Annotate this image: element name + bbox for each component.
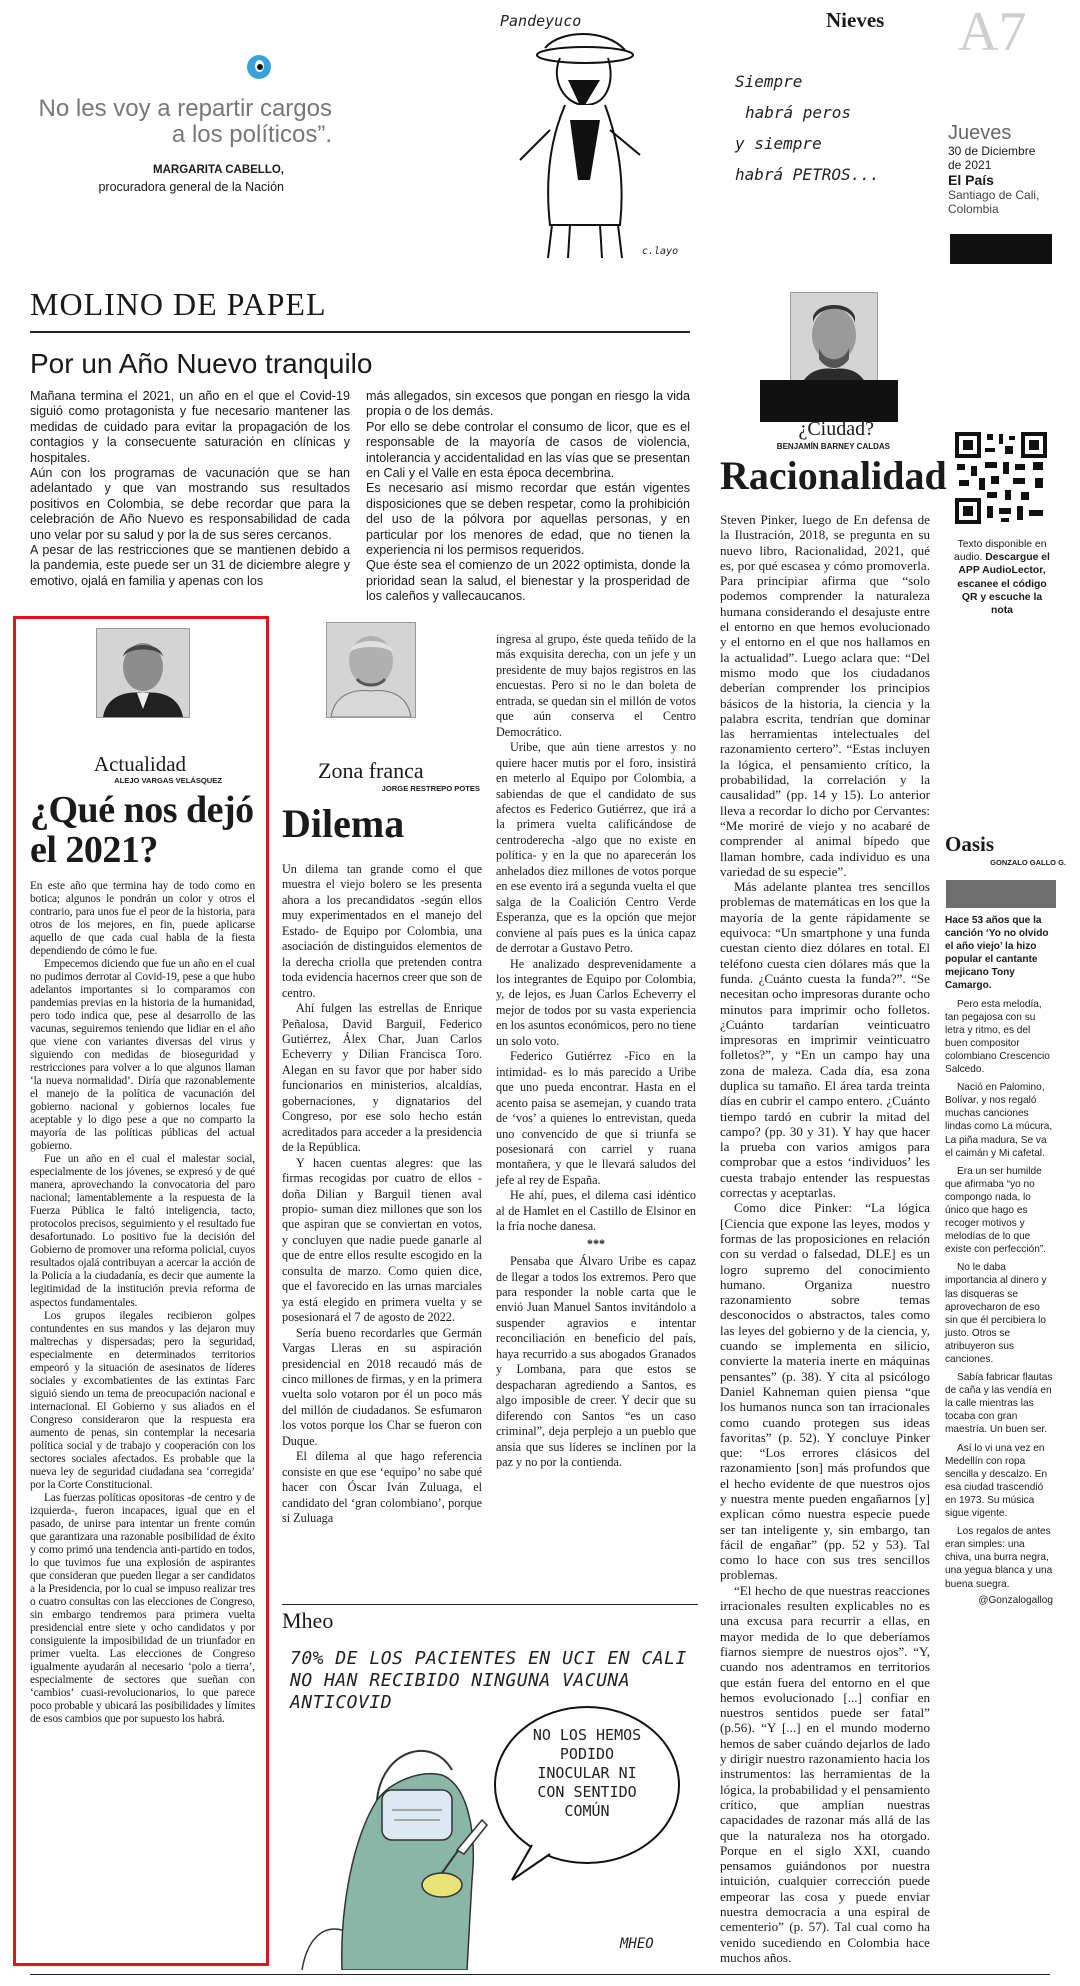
molino-section: MOLINO DE PAPEL bbox=[30, 286, 327, 322]
oasis-column: Oasis bbox=[945, 832, 995, 856]
actualidad-body bbox=[30, 880, 255, 1726]
ciudad-author: BENJAMÍN BARNEY CALDAS bbox=[776, 442, 890, 451]
actualidad-para-1: En este año que termina hay de todo como en botica; algunos le pondrán un color y otros el contrario, para unos fue el peor de la historia, para otros de los mejores, en fin, puede aplicarse aquello de que cada cual habla de la fiesta dependiendo de cómo le fue. bbox=[30, 880, 255, 958]
zona-c1-para-2: Ahí fulgen las estrellas de Enrique Peñalosa, David Barguil, Federico Gutiérrez, Álex Char, Juan Carlos Echeverry y Dilian Francisca Toro. Alegan en su favor que por haber sido funcionarios en ministerios, alcaldías, gobernaciones, y dignatarios del Congreso, por ese solo hecho están acreditados para acceder a la presidencia de la República. bbox=[282, 1001, 482, 1155]
cartoon-text bbox=[735, 66, 885, 190]
author-photo-vargas bbox=[96, 628, 190, 718]
quote-icon bbox=[247, 55, 271, 79]
year: de 2021 bbox=[948, 158, 992, 172]
author-photo-barney bbox=[790, 292, 878, 394]
actualidad-para-2: Empecemos diciendo que fue un año en el cual no pudimos derrotar al Covid-19, pese a que hubo adelantos importantes si lo comparamos con pandemias previas en la historia de la humanidad, pero todo indica que, pese al desarrollo de las vacunas, seguiremos teniendo que lidiar en el año que viene con variantes diversas del virus y siguiendo con medidas de bioseguridad y restricciones para volver a lo que algunos llaman ‘la nueva normalidad’. Diría que razonablemente el manejo de la política de vacunación del gobierno nacional y gobiernos locales fue aceptable y lo digo pese a que no comparto la mayoría de las políticas públicas del actual gobierno. bbox=[30, 958, 255, 1153]
cartoon-signature: c.layo bbox=[642, 246, 679, 257]
editorial-cartoon bbox=[490, 10, 700, 270]
quote-role: procuradora general de la Nación bbox=[98, 180, 284, 194]
actualidad-column: Actualidad bbox=[93, 752, 187, 776]
qr-code[interactable] bbox=[955, 432, 1047, 524]
author-photo-restrepo bbox=[326, 622, 416, 718]
cartoon-figure bbox=[490, 10, 700, 270]
oasis-para-1: Pero esta melodía, tan pegajosa con su letra y ritmo, es del buen compositor colombiano Crescencio Salcedo. bbox=[945, 998, 1050, 1076]
oasis-lead: Hace 53 años que la canción ‘Yo no olvido el año viejo’ la hizo popular el cantante mejicano Tony Camargo. bbox=[945, 915, 1049, 992]
ciudad-body bbox=[720, 512, 930, 1965]
oasis-para-3: Era un ser humilde que afirmaba “yo no compongo nada, lo único que hago es recoger motivos y melodías de lo que existe con perfección”. bbox=[945, 1165, 1046, 1256]
actualidad-para-4: Los grupos ilegales recibieron golpes contundentes en sus mandos y las dejaron muy maltrechas y dispersadas; pero la seguridad, especialmente en determinados territorios empeoró y la situación de asesinatos de líderes sociales y excombatientes de las extintas Farc siguió siendo un tema de preocupación nacional e internacional. El Gobierno y sus aliados en el Congreso consideraron que la respuesta era aumento de penas, sin contemplar la necesaria política social y de trabajo y cooperación con los sectores sociales afectados. Es probable que la nueva ley de seguridad ciudadana sea ‘corregida’ por la Corte Constitucional. bbox=[30, 1309, 255, 1491]
molino-title: Por un Año Nuevo tranquilo bbox=[30, 348, 373, 379]
oasis-para-6: Así lo vi una vez en Medellín con ropa sencilla y descalzo. En esa ciudad trascendió en 1973. Su música sigue vigente. bbox=[945, 1442, 1048, 1520]
oasis-para-2: Nació en Palomino, Bolívar, y nos regaló muchas canciones lindas como La múcura, La piña madura, Se va el caimán y Mi cafetal. bbox=[945, 1082, 1053, 1159]
date: 30 de Diciembre bbox=[948, 144, 1036, 158]
oasis-para-7: Los regalos de antes eran simples: una chiva, una burra negra, una yegua blanca y una buena suegra. bbox=[945, 1526, 1053, 1590]
zona-c1-para-4: Sería bueno recordarles que Germán Vargas Lleras en su aspiración presidencial en 2018 recaudó más de cinco millones de firmas, y en la primera vuelta solo votaron por él un poco más del millón de ciudadanos. Se esfumaron los votos porque los Char se fueron con Duque. bbox=[282, 1325, 482, 1448]
actualidad-para-5: Las fuerzas políticas opositoras -de centro y de izquierda-, fueron incapaces, igual que en el pasado, de unirse para intentar un frente común que garantizara una razonable posibilidad de éxito y como primó una tendencia anti-partido en todos, lo que tuvimos fue una explosión de aspirantes que consideran que pueden llegar a ser candidatos a la Presidencia, por lo cual se impuso realizar tres o cuatro consultas con las elecciones de Congreso, sin embargo tendremos para primera vuelta presidencial entre siete y ocho candidatos y por consiguiente la imposibilidad de un triunfador en primer vuelta. Las elecciones de Congreso igualmente ayudarán al necesario ‘polo a tierra’, especialmente de sectores que sueñan con ‘cambios’ cuasi-revolucionarios, lo que parece poco probable y ubicará las posibilidades y límites de esos cambios que por supuesto los habrá. bbox=[30, 1491, 255, 1725]
qr-caption bbox=[950, 538, 1054, 617]
day: Jueves bbox=[948, 122, 1012, 144]
zona-c2-para-5: He ahí, pues, el dilema casi idéntico al de Hamlet en el Castillo de Elsinor en la fría noche danesa. bbox=[496, 1188, 696, 1234]
mheo-label: Mheo bbox=[282, 1608, 334, 1633]
section-name: Nieves bbox=[826, 8, 885, 32]
zona-separator: *** bbox=[586, 1236, 606, 1251]
cartoon-line-4: habrá PETROS... bbox=[735, 165, 880, 184]
zona-c1-para-3: Y hacen cuentas alegres: que las firmas recogidas por cuatro de ellos -doña Dilian y Barguil tienen aval propio- suman diez millones que son los que aspiran que se conviertan en votos, y concluyen que nadie puede ganarle al que de entre ellos resulte escogido en la consulta de marzo. Como quien dice, que el favorecido en las urnas marciales ya está elegido en primera vuelta y se posesionará el 7 de agosto de 2022. bbox=[282, 1155, 482, 1325]
mheo-rule bbox=[282, 1604, 698, 1605]
mheo-caption: 70% DE LOS PACIENTES EN UCI EN CALI NO HAN RECIBIDO NINGUNA VACUNA ANTICOVID bbox=[290, 1648, 687, 1713]
cartoon-line-3: y siempre bbox=[735, 134, 822, 153]
molino-col-2: más allegados, sin excesos que pongan en riesgo la vida propia o de los demás. Por ello se debe controlar el consumo de licor, que es el responsable de la mayoría de casos de violencia, intolerancia y accidentalidad en las vías que se presentan en Cali y el Valle en esta época decembrina. Es necesario así mismo recordar que están vigentes disposiciones que se deben respetar, como la prohibición del uso de la pólvora por aquellas personas, y en particular por los menores de edad, que no tienen la experiencia ni los permisos requeridos. Que éste sea el comienzo de un 2022 optimista, donde la prioridad sean la salud, el bienestar y la prosperidad de los caleños y vallecaucanos. bbox=[366, 389, 690, 604]
paper-name: El País bbox=[948, 172, 994, 188]
molino-rule bbox=[30, 331, 690, 333]
oasis-author: GONZALO GALLO G. bbox=[990, 858, 1066, 867]
cartoon-line-1: Siempre bbox=[735, 72, 803, 91]
zona-c1-para-5: El dilema al que hago referencia consiste en que ese ‘equipo’ no sabe qué hacer con Óscar Iván Zuluaga, el candidato del ‘gran colombiano’, porque si Zuluaga bbox=[282, 1449, 482, 1526]
date-block bbox=[948, 122, 1058, 216]
zona-col-2 bbox=[496, 632, 696, 1470]
zona-c2-para-3: He analizado desprevenidamente a los integrantes de Equipo por Colombia, y, de lejos, es Juan Carlos Echeverry el mejor de todos por su vasta experiencia en los asuntos económicos, pero no tiene un solo voto. bbox=[496, 956, 696, 1048]
ciudad-title: Racionalidad bbox=[720, 453, 947, 498]
oasis-body bbox=[945, 914, 1053, 1607]
ad-block bbox=[950, 234, 1052, 264]
city: Santiago de Cali, bbox=[948, 188, 1040, 202]
oasis-handle: @Gonzalogallog bbox=[978, 1594, 1053, 1606]
oasis-redaction bbox=[946, 880, 1056, 908]
ciudad-para-3: Como dice Pinker: “La lógica [Ciencia que expone las leyes, modos y formas de las proposiciones en relación con su verdad o falsedad, DLE] es un logro supremo del conocimiento humano. Organiza nuestro razonamiento sobre temas desconocidos o abstractos, tales como las leyes del gobierno y de la ciencia, y, cuando se implementa en silicio, convierte la materia inerte en máquinas pensantes” (p. 38). Y cita al psicólogo Daniel Kahneman quien piensa “que los humanos nunca son tan irracionales como cuando protegen sus ideas favoritas” (p. 52). Y concluye Pinker que: “Los errores clásicos del razonamiento [son] más profundos que el hecho evidente de que nuestros ojos y nuestra mente pueden engañarnos [y] explican cómo nuestra especie puede ser tan inteligente y, sin embargo, tan fácil de engañar” (pp. 52 y 53). Tal como lo hace con sus tres sencillos problemas. bbox=[720, 1200, 930, 1583]
qr-code-graphic bbox=[955, 432, 1047, 524]
zona-c1-para-1: Un dilema tan grande como el que muestra el viejo bolero se les presenta ahora a los precandidatos -según ellos muy experimentados en el manejo del Estado- de Equipo por Colombia, una asociación de distinguidos elementos de la derecha criolla que pretenden contra toda evidencia hacernos creer que son de centro. bbox=[282, 862, 482, 1000]
mheo-bubble-text: NO LOS HEMOS PODIDO INOCULAR NI CON SENTIDO COMÚN bbox=[532, 1726, 642, 1820]
mheo-cartoon bbox=[282, 1640, 698, 1970]
zona-c2-para-2: Uribe, que aún tiene arrestos y no quiere hacer mutis por el foro, insistirá en meterlo al Equipo por Colombia, a sabiendas de que el candidato de sus afectos es Federico Gutiérrez, que irá a la primera vuelta calificándose de centroderecha -algo que no existe en política- y en la que no aparecerán los anhelados diez millones de votos porque en ese evento irá a segunda vuelta el que salga de la Coalición Centro Verde Esperanza, que es la opción que mejor conviene al país pues es la única capaz de derrotar a Gustavo Petro. bbox=[496, 740, 696, 956]
ciudad-para-4: “El hecho de que nuestras reacciones irracionales resulten explicables no es una excusa para recurrir a ellas, en mayor medida de lo que deberíamos fiarnos siempre de nuestros ojos”. “Y, cuando nos adentramos en territorios que están fuera del entorno en el que hemos evolucionado [...] confiar en nuestros sentidos puede ser fatal” (p.56). “Y [...] en el mundo moderno hemos de saber cuándo dejarlos de lado y dirigir nuestro razonamiento hacia los instrumentos: las herramientas de la lógica, la probabilidad y el pensamiento crítico, que amplían nuestras capacidades de razonar más allá de las que la naturaleza nos ha otorgado. Porque en el siglo XXI, cuando pensamos guiándonos por nuestra intuición, cualquier corrección puede empeorar las cosa y puede enviar nuestra democracia a una espiral de cementerio” (p. 57). Tal cual como ha venido sucediendo en Colombia hace muchos años. bbox=[720, 1582, 930, 1965]
actualidad-author: ALEJO VARGAS VELÁSQUEZ bbox=[114, 776, 222, 785]
zona-col-1 bbox=[282, 862, 482, 1526]
ciudad-column: ¿Ciudad? bbox=[798, 418, 874, 440]
zona-column: Zona franca bbox=[318, 758, 424, 783]
zona-title: Dilema bbox=[282, 801, 405, 846]
ciudad-para-2: Más adelante plantea tres sencillos problemas de matemáticas en los que la mayoría de la gente rápidamente se equivoca: “Un smartphone y una funda cuestan ciento diez dólares en total. El teléfono cuesta cien dólares más que la funda. ¿Cuánto cuesta la funda?”. “Se necesitan ocho impresoras durante ocho minutos para imprimir ocho folletos. ¿Cuánto tardarían veinticuatro impresoras en imprimir veinticuatro folletos?”, y “En un campo hay una zona de maleza. Cada día, esa zona duplica su tamaño. El área tarda treinta días en cubrir el campo entero. ¿Cuánto tiempo tardó en cubrir la mitad del campo? (pp. 30 y 31). Y hay que hacer la prueba con varios amigos para comprobar que a estos ‘individuos’ les cuesta trabajo entender las respuestas correctas y aceptarlas. bbox=[720, 879, 930, 1201]
zona-c2b-para-1: Pensaba que Álvaro Uribe es capaz de llegar a todos los extremos. Pero que para responder la noble carta que le envió Juan Manuel Santos invitándolo a suspender agravios e intentar reconciliación en beneficio del país, haya recurrido a sus abogados Granados y Lombana, para que estos se despacharan agrediendo a Santos, es algo imposible de creer. Y decir que su diferendo con Santos “es un caso criminal”, deja perplejo a un pueblo que ansía que sus líderes se inclinen por la paz y no por la contienda. bbox=[496, 1254, 696, 1470]
qr-caption-normal: Texto disponible en audio. bbox=[954, 539, 1047, 564]
quote-author: MARGARITA CABELLO, bbox=[153, 164, 284, 176]
photo-redaction bbox=[760, 380, 898, 422]
molino-col-1: Mañana termina el 2021, un año en el que el Covid-19 siguió como protagonista y fue necesario mantener las medidas de cuidado para evitar la propagación de los contagios y la consecuente saturación en clínicas y hospitales. Aún con los programas de vacunación que se han adelantado y que van mostrando sus resultados positivos en Colombia, se debe recordar que para la celebración de Año Nuevo es responsabilidad de cada uno velar por su salud y por la de sus seres cercanos. A pesar de las restricciones que se mantienen debido a la pandemia, este puede ser un 31 de diciembre alegre y emotivo, ojalá en familia y apenas con los bbox=[30, 389, 350, 588]
oasis-para-4: No le daba importancia al dinero y las disqueras se aprovecharon de eso sin que él percibiera lo justo. Otros se atribuyeron sus canciones. bbox=[945, 1262, 1047, 1365]
oasis-para-5: Sabía fabricar flautas de caña y las vendía en la calle mientras las tocaba con gran maestría. Un buen ser. bbox=[945, 1372, 1053, 1436]
cartoon-title: Pandeyuco bbox=[500, 12, 582, 30]
actualidad-para-3: Fue un año en el cual el malestar social, especialmente de los jóvenes, se expresó y de qué manera, aprovechando la convocatoria del paro nacional; lamentablemente a la respuesta de la Fuerza Pública le faltó inteligencia, tacto, protocolos precisos, seguimiento y el resultado fue desafortunado. Lo positivo fue la decisión del Gobierno de promover una reforma policial, cuyos resultados ojalá contribuyan a acercar la acción de la Policía a la ciudadanía, es decir que aumente la legitimidad de la institución previa reforma de aspectos fundamentales. bbox=[30, 1153, 255, 1309]
zona-c2-para-1: ingresa al grupo, éste queda teñido de la más exquisita derecha, con un jefe y un presidente de muy bajos registros en las encuestas. Pero si no le dan boleta de entrada, se quedan sin el millón de votos que aún conserva el Centro Democrático. bbox=[496, 632, 696, 739]
actualidad-title: ¿Qué nos dejó el 2021? bbox=[30, 789, 254, 871]
header-quote: No les voy a repartir cargos a los políticos”. bbox=[38, 95, 332, 148]
qr-caption-bold: Descargue el APP AudioLector, escanee el código QR y escuche la nota bbox=[957, 552, 1050, 617]
zona-c2-para-4: Federico Gutiérrez -Fico en la intimidad- es lo más parecido a Uribe que uno pueda encontrar. Hasta en el acento paisa se asemejan, y cuando trata de ‘vos’ a quienes lo entrevistan, queda uno convencido de que si triunfa se posesionará con carriel y ruana montañera, y que le llevará saludos del jefe al rey de España. bbox=[496, 1049, 696, 1187]
mheo-signature: MHEO bbox=[620, 1936, 654, 1952]
ciudad-para-1: Steven Pinker, luego de En defensa de la Ilustración, 2018, se pregunta en su nuevo libro, Racionalidad, 2021, qué es, por qué escasea y cómo promoverla. Para principiar afirma que “solo podemos comprender la naturaleza humana considerando el desajuste entre el entorno en que hemos evolucionado y el entorno en el que nos hallamos en la actualidad”. Luego aclara que: “Del mismo modo que los ciudadanos deberían comprender los principios básicos de la historia, la ciencia y la palabra escrita, tendrían que dominar las herramientas intelectuales del razonamiento certero”. “Estas incluyen la lógica, el pensamiento crítico, la probabilidad, la correlación y la causalidad” (pp. 14 y 15). Lo anterior lleva a recordar lo dicho por Cervantes: “Me moriré de viejo y no acabaré de comprender al animal bípedo que llaman hombre, cada individuo es una variedad de su especie”. bbox=[720, 512, 930, 879]
cartoon-line-2: habrá peros bbox=[745, 103, 851, 122]
bottom-rule bbox=[30, 1974, 1050, 1975]
zona-author: JORGE RESTREPO POTES bbox=[381, 784, 480, 793]
country: Colombia bbox=[948, 202, 999, 216]
page-number: A7 bbox=[958, 1, 1027, 63]
